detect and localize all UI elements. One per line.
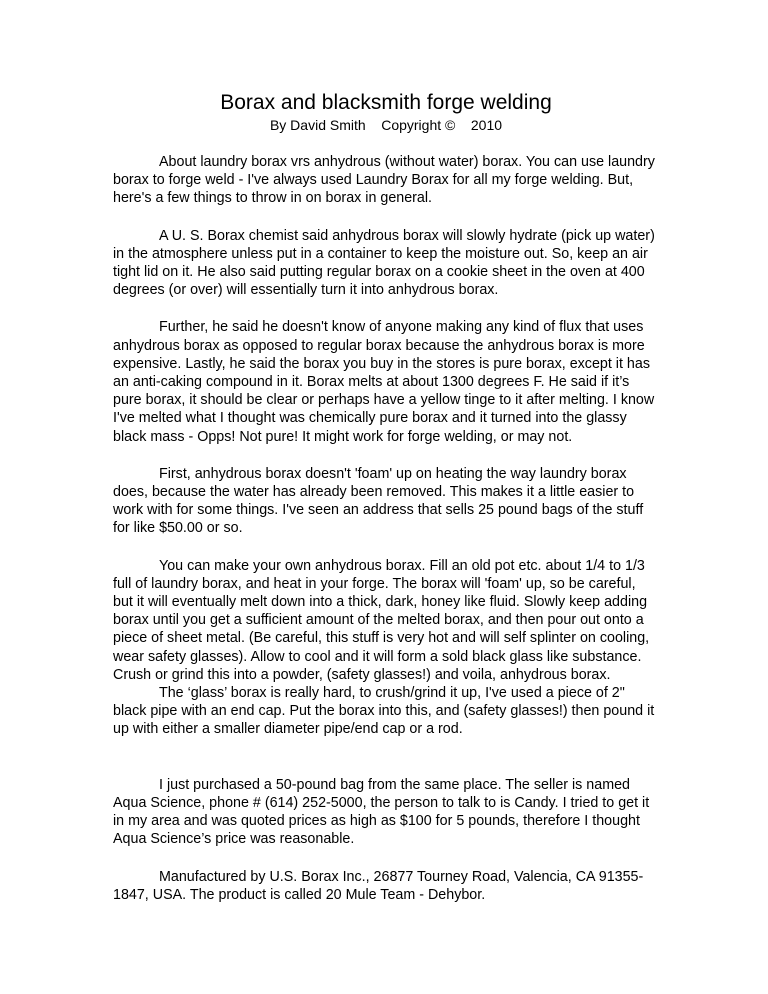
- paragraph-foaming: First, anhydrous borax doesn't 'foam' up on heating the way laundry borax does, because the water has already been removed. This makes it a little easier to work with for some things. I've seen an address that sells 25 pound bags of the stuff for like $50.00 or so.: [113, 465, 644, 537]
- byline: By David Smith Copyright © 2010: [269, 117, 503, 133]
- document-page: [113, 90, 659, 923]
- paragraph-make-your-own: You can make your own anhydrous borax. Fill an old pot etc. about 1/4 to 1/3 full of laundry borax, and heat in your forge. The borax will 'foam' up, so be careful, but it will eventually melt down into a thick, dark, honey like fluid. Slowly keep adding borax until you get a sufficient amount of the melted borax, and then pour out onto a piece of sheet metal. (Be careful, this stuff is very hot and will self splinter on cooling, wear safety glasses). Allow to cool and it will form a sold black glass like substance. Crush or grind this into a powder, (safety glasses!) and voila, anhydrous borax.: [113, 557, 650, 683]
- paragraph-chemist-hydration: A U. S. Borax chemist said anhydrous borax will slowly hydrate (pick up water) in the atmosphere unless put in a container to keep the moisture out. So, keep an air tight lid on it. He also said putting regular borax on a cookie sheet in the oven at 400 degrees (or over) will essentially turn it into anhydrous borax.: [113, 227, 655, 299]
- paragraph-glass-borax: The ‘glass’ borax is really hard, to crush/grind it up, I've used a piece of 2" black pipe with an end cap. Put the borax into this, and (safety glasses!) then pound it up with either a smaller diameter pipe/end cap or a rod.: [113, 685, 655, 738]
- paragraph-manufacturer: Manufactured by U.S. Borax Inc., 26877 Tourney Road, Valencia, CA 91355-1847, USA. The product is called 20 Mule Team - Dehybor.: [113, 868, 644, 903]
- paragraph-flux-purity: Further, he said he doesn't know of anyone making any kind of flux that uses anhydrous borax as opposed to regular borax because the anhydrous borax is more expensive. Lastly, he said the borax you buy in the stores is pure borax, except it has an anti-caking compound in it. Borax melts at about 1300 degrees F. He said if it’s pure borax, it should be clear or perhaps have a yellow tinge to it after melting. I know I've melted what I thought was chemically pure borax and it turned into the glassy black mass - Opps! Not pure! It might work for forge welding, or may not.: [113, 319, 655, 445]
- document-title: Borax and blacksmith forge welding: [220, 91, 552, 114]
- paragraph-purchase: I just purchased a 50-pound bag from the same place. The seller is named Aqua Science, phone # (614) 252-5000, the person to talk to is Candy. I tried to get it in my area and was quoted prices as high as $100 for 5 pounds, therefore I thought Aqua Science’s price was reasonable.: [113, 776, 650, 848]
- paragraph-laundry-vs-anhydrous: About laundry borax vrs anhydrous (without water) borax. You can use laundry borax to forge weld - I've always used Laundry Borax for all my forge welding. But, here's a few things to throw in on borax in general.: [113, 154, 655, 207]
